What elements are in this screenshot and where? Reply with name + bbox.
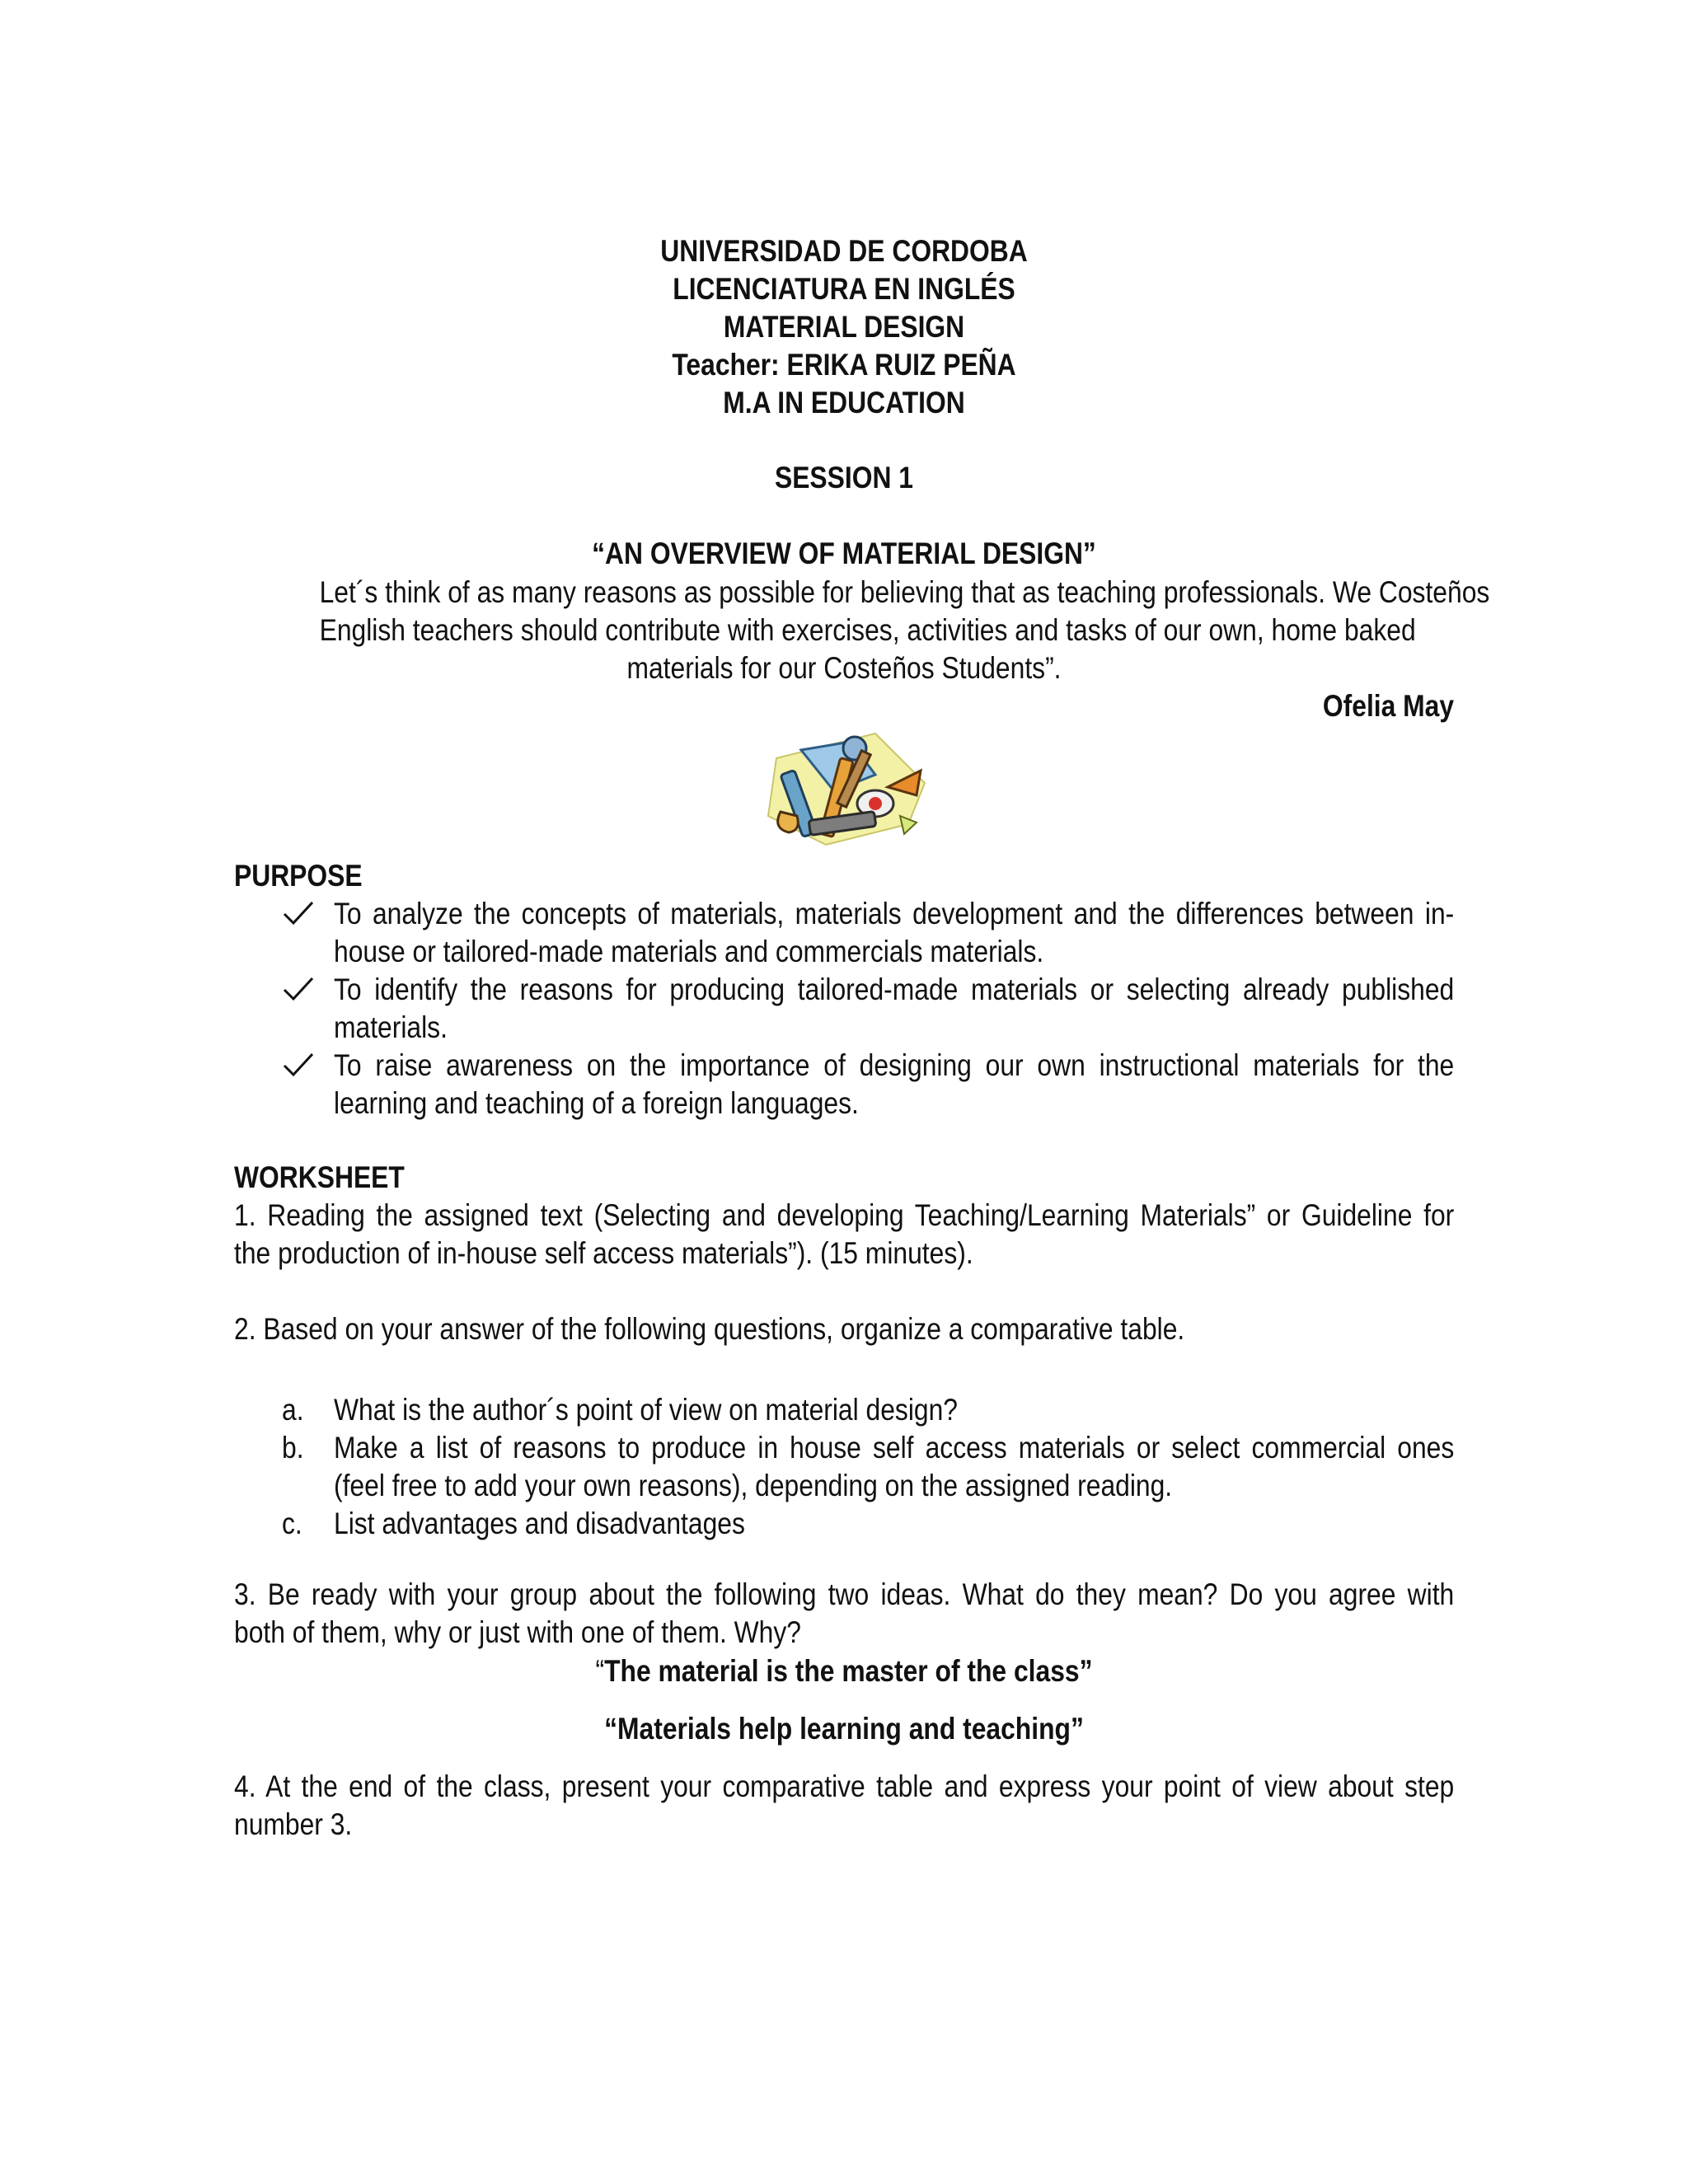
worksheet-step-4	[234, 1768, 1454, 1844]
purpose-line: To analyze the concepts of materials, materials development and the differences between in-	[334, 897, 1455, 930]
question-line: (feel free to add your own reasons), depending on the assigned reading.	[334, 1469, 1173, 1502]
session-title: SESSION 1	[774, 461, 913, 494]
program-name: LICENCIATURA EN INGLÉS	[673, 272, 1015, 306]
worksheet-heading: WORKSHEET	[234, 1160, 405, 1194]
question-line: Make a list of reasons to produce in house self access materials or select commercial ones	[334, 1431, 1455, 1465]
step-4-line: number 3.	[234, 1807, 353, 1841]
quote-author: Ofelia May	[1322, 689, 1454, 723]
checkmark-icon	[282, 1052, 315, 1078]
university-name: UNIVERSIDAD DE CORDOBA	[660, 234, 1028, 268]
teacher-name: Teacher: ERIKA RUIZ PEÑA	[672, 348, 1016, 382]
course-name: MATERIAL DESIGN	[723, 310, 965, 344]
quote-line: materials for our Costeños Students”.	[626, 651, 1062, 685]
checkmark-icon	[282, 900, 315, 926]
tools-clipart-icon	[752, 725, 936, 849]
checkmark-icon	[282, 976, 315, 1002]
purpose-line: materials.	[334, 1010, 448, 1044]
worksheet-step-2	[234, 1310, 1454, 1348]
purpose-line: To raise awareness on the importance of designing our own instructional materials for the	[334, 1048, 1455, 1082]
question-line: What is the author´s point of view on material design?	[334, 1393, 959, 1427]
idea-1-quote	[118, 1652, 1569, 1690]
question-marker: a.	[282, 1393, 304, 1427]
worksheet-step-3	[234, 1576, 1454, 1652]
purpose-line: To identify the reasons for producing tailored-made materials or selecting already published	[334, 972, 1455, 1006]
question-marker: c.	[282, 1507, 302, 1540]
purpose-item	[234, 971, 1454, 1047]
step-1-line: 1. Reading the assigned text (Selecting and developing Teaching/Learning Materials” or Guideline for	[234, 1198, 1455, 1232]
step-3-line: both of them, why or just with one of them. Why?	[234, 1615, 801, 1649]
purpose-item	[234, 895, 1454, 971]
question-marker: b.	[282, 1431, 304, 1465]
step-3-line: 3. Be ready with your group about the following two ideas. What do they mean? Do you agree with	[234, 1577, 1455, 1611]
teacher-degree: M.A IN EDUCATION	[723, 386, 965, 419]
opening-quote	[319, 574, 1490, 687]
step-1-line: the production of in-house self access materials”). (15 minutes).	[234, 1236, 973, 1270]
worksheet-step-1	[234, 1197, 1454, 1272]
question-line: List advantages and disadvantages	[334, 1507, 745, 1540]
idea-2-quote: “Materials help learning and teaching”	[604, 1712, 1084, 1746]
purpose-list	[234, 895, 1454, 1122]
quote-line: Let´s think of as many reasons as possible for believing that as teaching professionals. We Costeños	[319, 575, 1490, 609]
purpose-item	[234, 1047, 1454, 1122]
purpose-heading: PURPOSE	[234, 859, 363, 893]
idea-1-open-quote: “	[595, 1654, 605, 1688]
document-header	[118, 232, 1569, 422]
question-item	[234, 1391, 1454, 1429]
purpose-line: house or tailored-made materials and commercials materials.	[334, 935, 1044, 968]
overview-title: “AN OVERVIEW OF MATERIAL DESIGN”	[592, 537, 1096, 570]
step-2-text: 2. Based on your answer of the following questions, organize a comparative table.	[234, 1312, 1185, 1346]
quote-line: English teachers should contribute with exercises, activities and tasks of our own, home baked	[319, 613, 1416, 647]
question-item	[234, 1505, 1454, 1543]
purpose-line: learning and teaching of a foreign languages.	[334, 1086, 859, 1120]
step-2-questions	[234, 1391, 1454, 1543]
step-4-line: 4. At the end of the class, present your comparative table and express your point of view about step	[234, 1769, 1455, 1803]
idea-1-text: The material is the master of the class”	[604, 1654, 1093, 1688]
question-item	[234, 1429, 1454, 1505]
